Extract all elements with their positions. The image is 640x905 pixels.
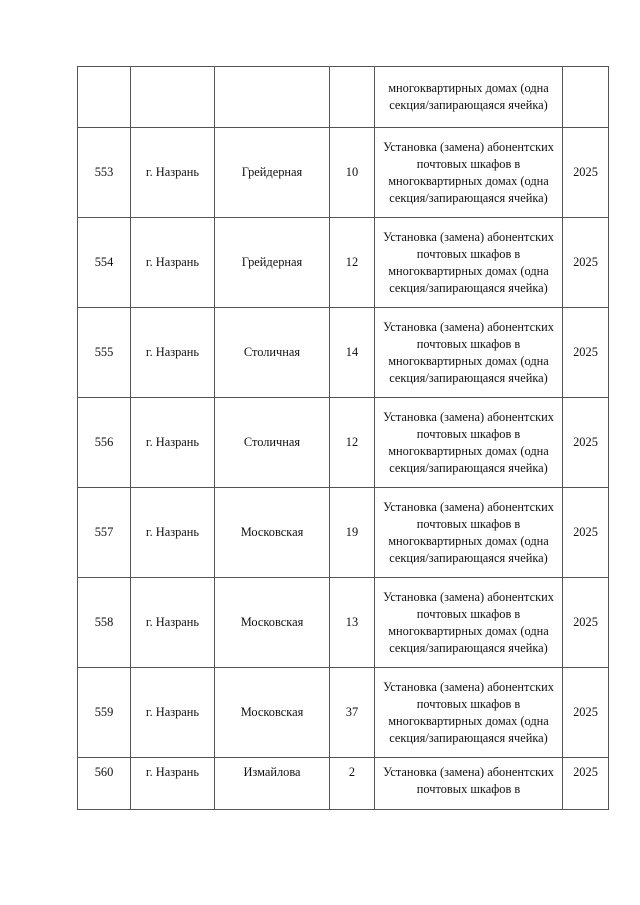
row-number-cell: 557 — [78, 488, 131, 578]
house-cell: 13 — [330, 578, 375, 668]
city-cell: г. Назрань — [131, 758, 215, 810]
work-description-cell: Установка (замена) абонентских почтовых шкафов в многоквартирных домах (одна секция/запирающаяся ячейка) — [375, 668, 563, 758]
year-cell: 2025 — [563, 308, 609, 398]
work-description-cell: Установка (замена) абонентских почтовых шкафов в — [375, 758, 563, 810]
year-cell: 2025 — [563, 398, 609, 488]
city-cell: г. Назрань — [131, 128, 215, 218]
year-cell: 2025 — [563, 218, 609, 308]
street-cell: Грейдерная — [215, 218, 330, 308]
row-number-cell: 560 — [78, 758, 131, 810]
work-description-cell: многоквартирных домах (одна секция/запирающаяся ячейка) — [375, 67, 563, 128]
table-row — [78, 758, 609, 810]
table-row — [78, 398, 609, 488]
work-description-cell: Установка (замена) абонентских почтовых шкафов в многоквартирных домах (одна секция/запирающаяся ячейка) — [375, 398, 563, 488]
row-number-cell: 556 — [78, 398, 131, 488]
table-row — [78, 308, 609, 398]
year-cell: 2025 — [563, 488, 609, 578]
house-cell: 2 — [330, 758, 375, 810]
city-cell: г. Назрань — [131, 308, 215, 398]
table-row — [78, 67, 609, 128]
row-number-cell: 554 — [78, 218, 131, 308]
table-row — [78, 578, 609, 668]
year-cell — [563, 67, 609, 128]
table-row — [78, 128, 609, 218]
city-cell — [131, 67, 215, 128]
city-cell: г. Назрань — [131, 578, 215, 668]
city-cell: г. Назрань — [131, 218, 215, 308]
house-cell: 10 — [330, 128, 375, 218]
row-number-cell: 553 — [78, 128, 131, 218]
row-number-cell: 555 — [78, 308, 131, 398]
house-cell: 19 — [330, 488, 375, 578]
city-cell: г. Назрань — [131, 668, 215, 758]
table-row — [78, 488, 609, 578]
row-number-cell: 558 — [78, 578, 131, 668]
house-cell: 12 — [330, 218, 375, 308]
table-row — [78, 218, 609, 308]
house-cell: 37 — [330, 668, 375, 758]
house-cell: 12 — [330, 398, 375, 488]
works-table — [77, 66, 609, 810]
work-description-cell: Установка (замена) абонентских почтовых шкафов в многоквартирных домах (одна секция/запирающаяся ячейка) — [375, 218, 563, 308]
street-cell: Измайлова — [215, 758, 330, 810]
street-cell: Столичная — [215, 398, 330, 488]
house-cell: 14 — [330, 308, 375, 398]
table-row — [78, 668, 609, 758]
street-cell: Московская — [215, 578, 330, 668]
street-cell — [215, 67, 330, 128]
row-number-cell — [78, 67, 131, 128]
street-cell: Грейдерная — [215, 128, 330, 218]
work-description-cell: Установка (замена) абонентских почтовых шкафов в многоквартирных домах (одна секция/запирающаяся ячейка) — [375, 308, 563, 398]
street-cell: Столичная — [215, 308, 330, 398]
year-cell: 2025 — [563, 128, 609, 218]
work-description-cell: Установка (замена) абонентских почтовых шкафов в многоквартирных домах (одна секция/запирающаяся ячейка) — [375, 488, 563, 578]
row-number-cell: 559 — [78, 668, 131, 758]
city-cell: г. Назрань — [131, 398, 215, 488]
city-cell: г. Назрань — [131, 488, 215, 578]
work-description-cell: Установка (замена) абонентских почтовых шкафов в многоквартирных домах (одна секция/запирающаяся ячейка) — [375, 578, 563, 668]
year-cell: 2025 — [563, 758, 609, 810]
work-description-cell: Установка (замена) абонентских почтовых шкафов в многоквартирных домах (одна секция/запирающаяся ячейка) — [375, 128, 563, 218]
year-cell: 2025 — [563, 668, 609, 758]
street-cell: Московская — [215, 488, 330, 578]
street-cell: Московская — [215, 668, 330, 758]
year-cell: 2025 — [563, 578, 609, 668]
house-cell — [330, 67, 375, 128]
